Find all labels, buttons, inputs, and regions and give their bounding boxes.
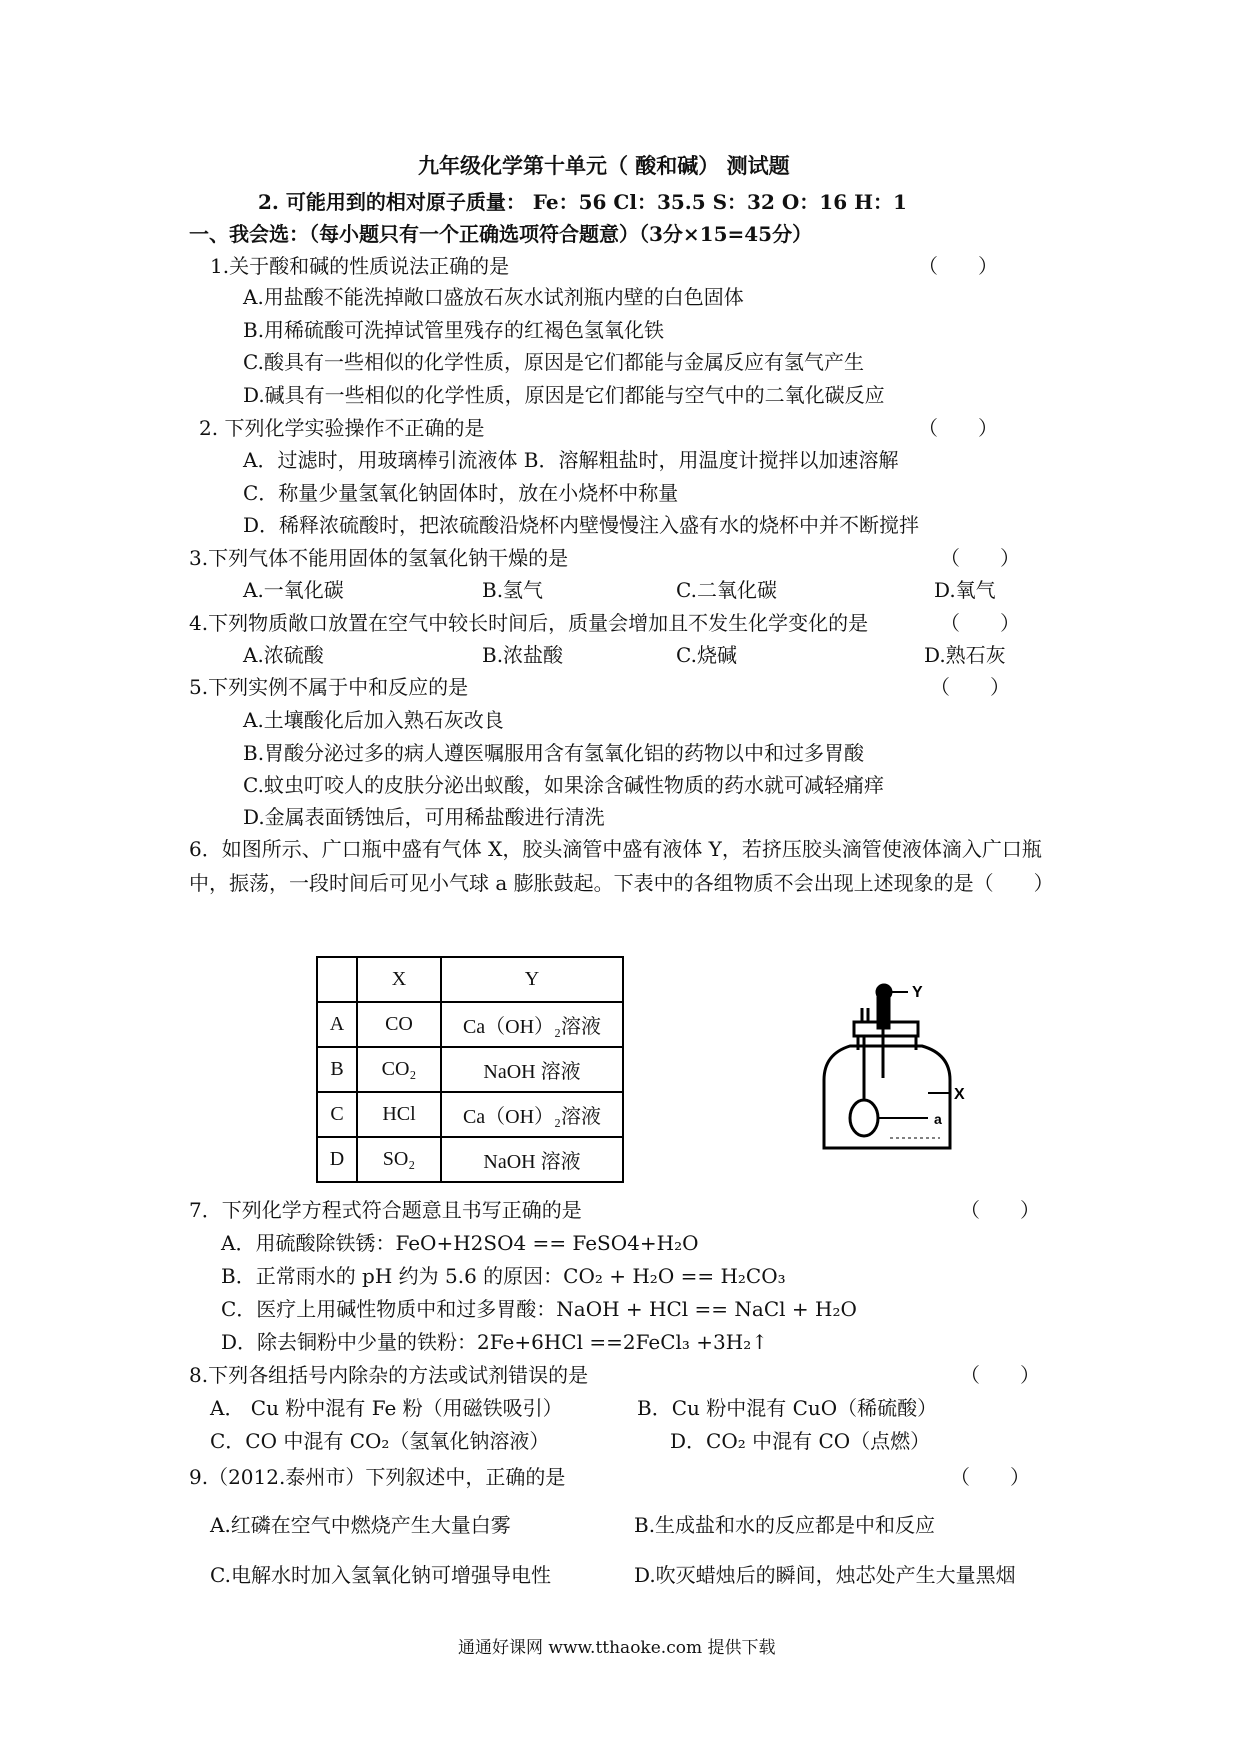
table-row — [317, 1137, 623, 1182]
label-y: Y — [912, 984, 923, 1001]
table-cell: HCl — [357, 1092, 441, 1137]
dropper-icon — [877, 985, 908, 1078]
question-5-option-d: D.金属表面锈蚀后，可用稀盐酸进行清洗 — [243, 805, 605, 829]
table-header-cell: X — [357, 957, 441, 1002]
atomic-mass-note: 2. 可能用到的相对原子质量： Fe：56 Cl：35.5 S：32 O：16 H：1 — [258, 190, 907, 214]
table-cell: Ca（OH）₂溶液 — [441, 1002, 623, 1047]
question-2-option-ab: A．过滤时，用玻璃棒引流液体 B．溶解粗盐时，用温度计搅拌以加速溶解 — [243, 448, 899, 472]
question-2-stem: 2. 下列化学实验操作不正确的是 — [199, 416, 485, 440]
question-7-option-b: B．正常雨水的 pH 约为 5.6 的原因：CO₂ + H₂O == H₂CO₃ — [221, 1264, 786, 1288]
question-4-option-a: A.浓硫酸 — [243, 643, 324, 667]
table-cell: CO₂ — [357, 1047, 441, 1092]
answer-bracket: （ ） — [918, 254, 998, 278]
question-1-option-c: C.酸具有一些相似的化学性质，原因是它们都能与金属反应有氢气产生 — [243, 350, 864, 374]
question-4-option-d: D.熟石灰 — [924, 643, 1006, 667]
table-cell: B — [317, 1047, 357, 1092]
answer-bracket: （ ） — [950, 1465, 1030, 1489]
question-1-stem: 1.关于酸和碱的性质说法正确的是 — [210, 254, 510, 278]
table-cell: C — [317, 1092, 357, 1137]
answer-bracket: （ ） — [940, 611, 1020, 635]
table-row — [317, 1002, 623, 1047]
answer-bracket: （ ） — [930, 675, 1010, 699]
balloon-icon — [850, 1048, 928, 1136]
table-cell: NaOH 溶液 — [441, 1137, 623, 1182]
answer-bracket: （ ） — [960, 1198, 1040, 1222]
question-6-table — [316, 956, 624, 1183]
question-2-option-d: D．稀释浓硫酸时，把浓硫酸沿烧杯内壁慢慢注入盛有水的烧杯中并不断搅拌 — [243, 513, 920, 537]
section-heading: 一、我会选：（每小题只有一个正确选项符合题意）（3分×15=45分） — [189, 222, 813, 246]
answer-bracket: （ ） — [940, 546, 1020, 570]
table-cell: CO — [357, 1002, 441, 1047]
table-cell: A — [317, 1002, 357, 1047]
question-3-option-a: A.一氧化碳 — [243, 578, 344, 602]
footer-credit: 通通好课网 www.tthaoke.com 提供下载 — [458, 1638, 776, 1658]
question-1-option-a: A.用盐酸不能洗掉敞口盛放石灰水试剂瓶内壁的白色固体 — [243, 285, 744, 309]
table-row — [317, 1092, 623, 1137]
question-8-option-b: B．Cu 粉中混有 CuO（稀硫酸） — [637, 1396, 938, 1420]
table-header-row — [317, 957, 623, 1002]
question-6-stem: 6．如图所示、广口瓶中盛有气体 X，胶头滴管中盛有液体 Y，若挤压胶头滴管使液体滴入广口瓶中，振荡，一段时间后可见小气球 a 膨胀鼓起。下表中的各组物质不会出现上述现象的是（ ） — [189, 837, 1054, 895]
question-1-option-b: B.用稀硫酸可洗掉试管里残存的红褐色氢氧化铁 — [243, 318, 665, 342]
question-3-stem: 3.下列气体不能用固体的氢氧化钠干燥的是 — [189, 546, 569, 570]
question-5-option-b: B.胃酸分泌过多的病人遵医嘱服用含有氢氧化铝的药物以中和过多胃酸 — [243, 741, 865, 765]
question-7-option-a: A．用硫酸除铁锈：FeO+H2SO4 == FeSO4+H₂O — [221, 1231, 699, 1255]
question-3-option-d: D.氧气 — [934, 578, 996, 602]
table-header-cell — [317, 957, 357, 1002]
table-cell: Ca（OH）₂溶液 — [441, 1092, 623, 1137]
question-7-option-c: C．医疗上用碱性物质中和过多胃酸：NaOH + HCl == NaCl + H₂O — [221, 1297, 857, 1321]
label-a: a — [934, 1111, 942, 1127]
question-3-option-b: B.氢气 — [482, 578, 544, 602]
question-7-option-d: D．除去铜粉中少量的铁粉：2Fe+6HCl ==2FeCl₃ +3H₂↑ — [221, 1330, 768, 1354]
question-9-option-d: D.吹灭蜡烛后的瞬间，烛芯处产生大量黑烟 — [634, 1563, 1016, 1587]
page-title: 九年级化学第十单元（ 酸和碱） 测试题 — [418, 153, 790, 178]
table-cell: SO₂ — [357, 1137, 441, 1182]
answer-bracket: （ ） — [918, 416, 998, 440]
label-x: X — [954, 1086, 965, 1103]
question-3-option-c: C.二氧化碳 — [676, 578, 777, 602]
question-4-option-c: C.烧碱 — [676, 643, 737, 667]
table-row — [317, 1047, 623, 1092]
question-8-stem: 8.下列各组括号内除杂的方法或试剂错误的是 — [189, 1363, 589, 1387]
question-8-option-c: C．CO 中混有 CO₂（氢氧化钠溶液） — [210, 1429, 550, 1453]
question-8-option-a: A． Cu 粉中混有 Fe 粉（用磁铁吸引） — [210, 1396, 563, 1420]
question-9-stem: 9.（2012.泰州市）下列叙述中，正确的是 — [189, 1465, 566, 1489]
question-8-option-d: D．CO₂ 中混有 CO（点燃） — [670, 1429, 931, 1453]
question-2-option-c: C．称量少量氢氧化钠固体时，放在小烧杯中称量 — [243, 481, 679, 505]
apparatus-figure — [810, 950, 1010, 1180]
table-header-cell: Y — [441, 957, 623, 1002]
question-5-option-c: C.蚊虫叮咬人的皮肤分泌出蚁酸，如果涂含碱性物质的药水就可减轻痛痒 — [243, 773, 884, 797]
question-9-option-a: A.红磷在空气中燃烧产生大量白雾 — [210, 1513, 511, 1537]
question-4-stem: 4.下列物质敞口放置在空气中较长时间后，质量会增加且不发生化学变化的是 — [189, 611, 869, 635]
question-7-stem: 7．下列化学方程式符合题意且书写正确的是 — [189, 1198, 582, 1222]
question-9-option-c: C.电解水时加入氢氧化钠可增强导电性 — [210, 1563, 551, 1587]
question-5-stem: 5.下列实例不属于中和反应的是 — [189, 675, 469, 699]
table-cell: NaOH 溶液 — [441, 1047, 623, 1092]
table-cell: D — [317, 1137, 357, 1182]
question-9-option-b: B.生成盐和水的反应都是中和反应 — [634, 1513, 936, 1537]
question-1-option-d: D.碱具有一些相似的化学性质，原因是它们都能与空气中的二氧化碳反应 — [243, 383, 885, 407]
question-4-option-b: B.浓盐酸 — [482, 643, 564, 667]
answer-bracket: （ ） — [960, 1363, 1040, 1387]
question-5-option-a: A.土壤酸化后加入熟石灰改良 — [243, 708, 504, 732]
